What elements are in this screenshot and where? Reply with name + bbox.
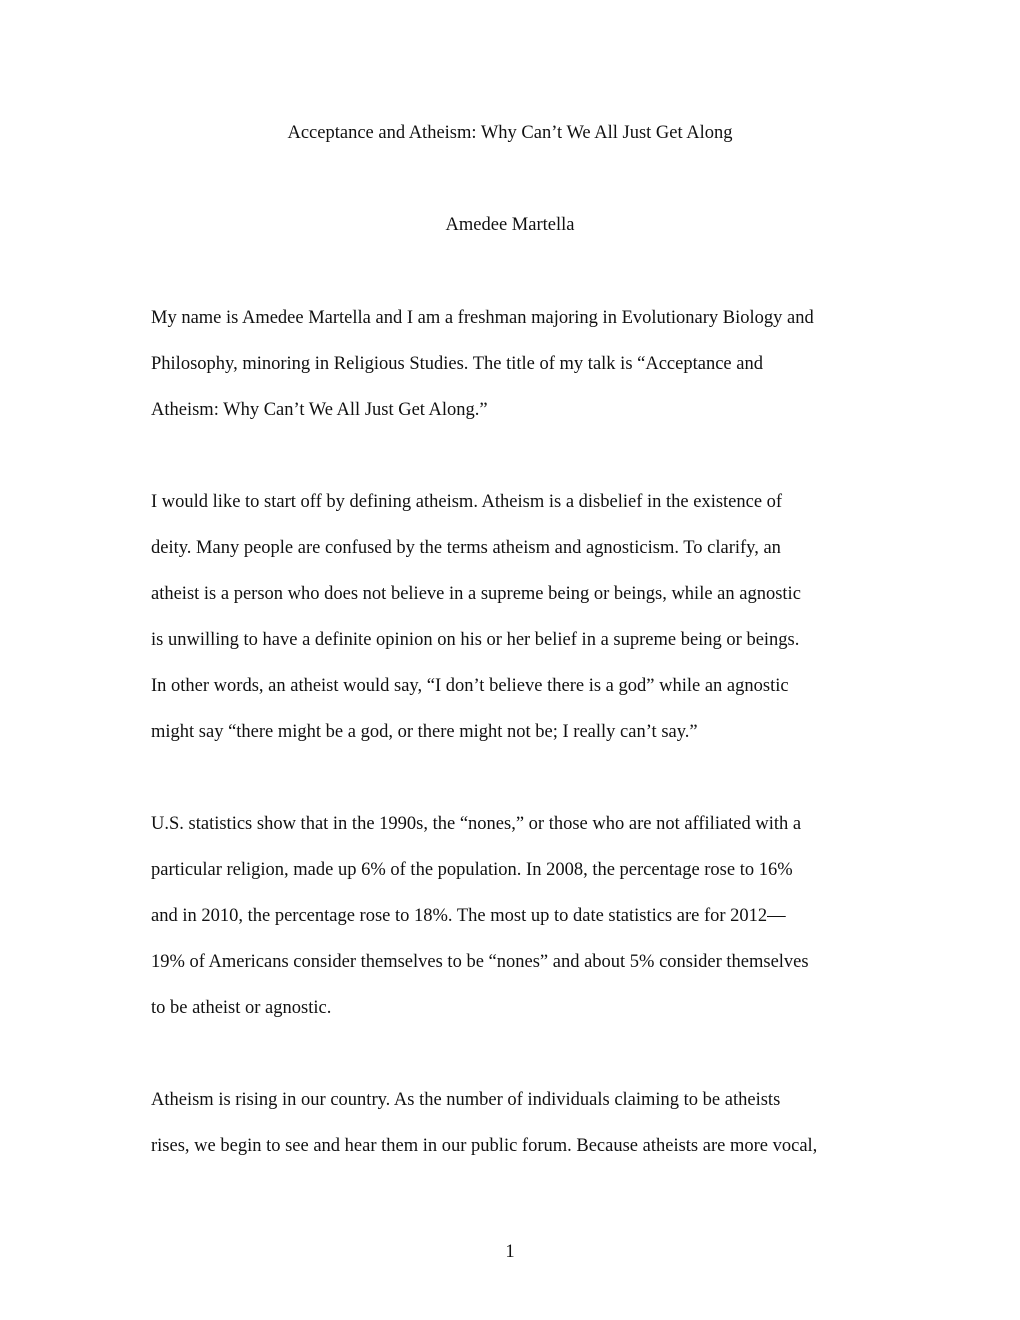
paragraph-rising-atheism bbox=[151, 1088, 881, 1180]
paragraph-line: atheist is a person who does not believe in a supreme being or beings, while an agnostic bbox=[151, 584, 801, 604]
paragraph-line: Philosophy, minoring in Religious Studies. The title of my talk is “Acceptance and bbox=[151, 354, 763, 374]
paragraph-line: Atheism is rising in our country. As the number of individuals claiming to be atheists bbox=[151, 1090, 781, 1110]
page-number: 1 bbox=[505, 1242, 515, 1262]
paragraph-line: Atheism: Why Can’t We All Just Get Along.” bbox=[151, 400, 488, 420]
paragraph-line: My name is Amedee Martella and I am a freshman majoring in Evolutionary Biology and bbox=[151, 308, 814, 328]
paragraph-line: U.S. statistics show that in the 1990s, the “nones,” or those who are not affiliated with a bbox=[151, 814, 802, 834]
paragraph-line: deity. Many people are confused by the terms atheism and agnosticism. To clarify, an bbox=[151, 538, 781, 558]
paragraph-line: I would like to start off by defining atheism. Atheism is a disbelief in the existence of bbox=[151, 492, 783, 512]
paragraph-introduction bbox=[151, 306, 881, 444]
paragraph-line: might say “there might be a god, or there might not be; I really can’t say.” bbox=[151, 722, 698, 742]
author-name: Amedee Martella bbox=[445, 215, 575, 235]
paragraph-definition bbox=[151, 490, 881, 766]
paragraph-line: to be atheist or agnostic. bbox=[151, 998, 332, 1018]
paragraph-line: 19% of Americans consider themselves to be “nones” and about 5% consider themselves bbox=[151, 952, 809, 972]
paragraph-line: and in 2010, the percentage rose to 18%. The most up to date statistics are for 2012— bbox=[151, 906, 786, 926]
paragraph-statistics bbox=[151, 812, 881, 1042]
paragraph-line: In other words, an atheist would say, “I don’t believe there is a god” while an agnostic bbox=[151, 676, 789, 696]
paragraph-line: particular religion, made up 6% of the population. In 2008, the percentage rose to 16% bbox=[151, 860, 793, 880]
document-title: Acceptance and Atheism: Why Can’t We All Just Get Along bbox=[287, 123, 733, 143]
paragraph-line: rises, we begin to see and hear them in our public forum. Because atheists are more vocal, bbox=[151, 1136, 818, 1156]
paragraph-line: is unwilling to have a definite opinion on his or her belief in a supreme being or beings. bbox=[151, 630, 800, 650]
